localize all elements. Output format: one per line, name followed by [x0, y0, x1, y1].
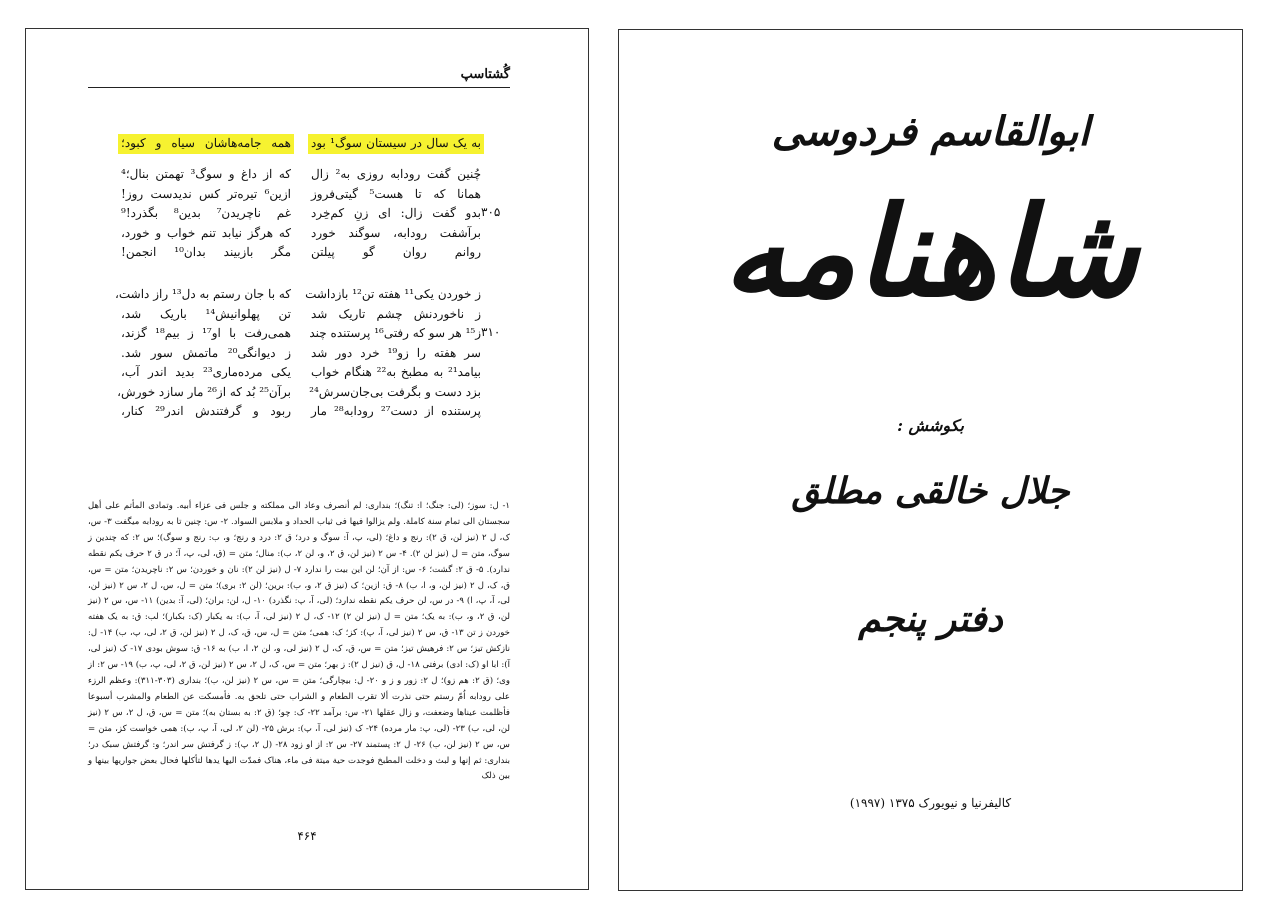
verse-group-3 [115, 285, 481, 422]
verse-group-2 [121, 165, 481, 263]
verse-line [121, 224, 481, 244]
author-name: ابوالقاسم فردوسی [771, 108, 1090, 155]
verse-line [121, 344, 481, 364]
hemistich-1: ز خوردن یکی¹¹ هفته تن¹² بازداشت [305, 287, 481, 301]
hemistich-2: که هرگز نیابد تنم خواب و خورد، [121, 225, 291, 240]
verse-number: ۳۰۵ [481, 205, 501, 219]
editor-name: جلال خالقی مطلق [791, 470, 1070, 512]
hemistich-1: سر هفته را زو¹⁹ خرد دور شد [311, 345, 481, 360]
verse-line [121, 165, 481, 185]
verse-group-1 [121, 134, 481, 154]
hemistich-1: بیامد²¹ به مطبخ به²² هنگام خواب [311, 365, 481, 379]
verse-line [121, 134, 481, 154]
hemistich-1: به یک سال در سیستان سوگ¹ بود [308, 134, 484, 154]
hemistich-2: همه جامه‌هاشان سیاه و کبود؛ [118, 134, 294, 154]
hemistich-2: مگر بازبیند بدان¹⁰ انجمن! [121, 245, 291, 259]
running-head: گُشتاسپ [460, 67, 510, 82]
verse-line [121, 185, 481, 205]
book-title: شاهنامه [722, 180, 1139, 325]
hemistich-2: که از داغ و سوگ³ تهمتن بنال؛⁴ [121, 167, 291, 181]
hemistich-1: همانا که تا هست⁵ گیتی‌فروز [311, 186, 482, 201]
right-page [618, 29, 1243, 891]
volume-title: دفتر پنجم [858, 598, 1003, 640]
hemistich-2: ربود و گرفتندش اندر²⁹ کنار، [121, 404, 291, 418]
verse-line [121, 243, 481, 263]
editor-label: بکوشش : [897, 416, 964, 435]
hemistich-1: برآشفت رودابه، سوگند خورد [311, 225, 481, 240]
verse-line [121, 204, 481, 224]
verse-line [121, 324, 481, 344]
hemistich-2: که با جان رستم به دل¹³ راز داشت، [115, 287, 291, 301]
hemistich-1: بزد دست و بگرفت بی‌جان‌سرش²⁴ [309, 384, 481, 399]
hemistich-2: ازین⁶ تیره‌تر کس ندیدست روز! [121, 186, 291, 201]
hemistich-1: ز ناخوردنش چشم تاریک شد [311, 306, 481, 321]
hemistich-2: همی‌رفت با او¹⁷ ز بیم¹⁸ گزند، [121, 326, 291, 340]
hemistich-1: روانم روان گو پیلتن [311, 245, 481, 259]
hemistich-1: بدو گفت زال: ای زنِ کم‌خِرد [311, 206, 481, 220]
hemistich-1: پرستنده از دست²⁷ رودابه²⁸ مار [311, 404, 481, 418]
hemistich-2: ز دیوانگی²⁰ ماتمش سور شد. [121, 345, 291, 360]
verse-line [121, 402, 481, 422]
verse-line [121, 305, 481, 325]
verse-line [121, 363, 481, 383]
verse-line [117, 383, 481, 403]
hemistich-2: برآن²⁵ بُد که از²⁶ مار سازد خورش، [117, 384, 291, 399]
hemistich-1: چُنین گفت رودابه روزی به² زال [311, 167, 481, 181]
imprint: کالیفرنیا و نیویورک ۱۳۷۵ (۱۹۹۷) [849, 796, 1012, 810]
verse-line [115, 285, 481, 305]
left-page [25, 28, 589, 890]
header-rule [88, 87, 510, 88]
footnotes [88, 499, 510, 785]
footnotes-text: ۱- ل: سوز؛ (لی: جنگ؛ ا: تنگ)؛ بنداری: لم ‌أنصرف وعاد الی مملکته و جلس فی عزاء أبیه. وتمادی المأتم علی أهل سجستان الی تمام سنة کاملة. ولم یزالوا فیها فی ثیاب الحداد و ملابس السواد. ۲- س: چنین تا به رودابه میگفت ۳- س، ک، ل ۲ (نیز لن، ق ۲): رنج و داغ؛ (لی، پ، آ: سوگ و درد؛ ق ۲: درد و رنج؛ و، ب: رنج و سوگ)؛ س ۲: که چندین ز سوگ، متن = ل (نیز لن ۲). ۴- س ۲ (نیز لن، ق ۲، و، لن ۲، ب): منال؛ متن = (ق، لی، پ، آ؛ در ق ۲ حرف یکم نقطه ندارد). ۵- ق ۲: گشت؛ ۶- س: از آن؛ لن این بیت را ندارد ۷- ل (نیز لن ۲): نان و خوردن؛ س ۲: ناچریدن؛ متن = س، ق، ک، ل ۲ (نیز لن، و، ا، ب) ۸- ق: ازین؛ ک (نیز ق ۲، و، ب): برین؛ (لن ۲: بری)؛ متن = ل، س، ل ۲، س ۲ (نیز لن، لی، آ، پ، ا) ۹- در س، لن حرف یکم نقطه ندارد؛ (لی، آ، پ: نگذرد) ۱۰- ل، لن: بران؛ (لی، آ: بدین) ۱۱- س، س ۲ (نیز لن، ق ۲، و، ب): به یک؛ متن = ل (نیز لن ۲) ۱۲- ک، ل ۲ (نیز لی، آ، ب): به یکبار (ک: بکبار)؛ لب: ق: به یک هفته خوردن ز تن ۱۳- ق، س ۲ (نیز لی، آ، پ): کز؛ ک: همی؛ متن = ل، س، ق، ک، ل ۲ (نیز لن، ق ۲، لی، پ، ب) ۱۴- ل: نازکش تیز؛ س ۲: فرهیش تیز؛ متن = س، ق، ک، ل ۲ (نیز لی، و، لن ۲، ا، ب) به ۱۶- ق: سوش بودی ۱۷- ک (نیز لی، آ): ابا او (ک: ادی) برفتی ۱۸- ل، ق (نیز ل ۲): ز بهر؛ متن = س، ک، ل ۲، س ۲ (نیز لن، ق ۲، لی، پ، ب) ۱۹- س ۲: از وی؛ (ق ۲: هم زو)؛ ل ۲: زور و ز و ۲۰- ل: بیچارگی؛ متن = س، س ۲ (نیز لن، ب)؛ بنداری (۳۰۳-۳۱۱): وعظم الرزء علی رودابه اُمّ رستم حتی نذرت ألا تقرب الطعام و الشراب حتی تلحق به. فأمسکت عن الطعام والمشرب أسبوعا فأظلمت عیناها وضعفت، و زال عقلها ۲۱- س: برآمد ۲۲- ک: چو؛ (ق ۲: به بستان به)؛ متن = س، ق، ل ۲، س ۲ (نیز لن، لی، ب) ۲۳- (لی، پ: مار مرده) ۲۴- ک (نیز لی، آ، پ): برش ۲۵- (لن ۲، لی، آ، پ، ب): همی خواست کز، متن = س، س ۲ (نیز لن، ب) ۲۶- ل ۲: پستمند ۲۷- س ۲: از او زود ۲۸- (ل ۲، پ): ز گرفتش سر اندر؛ و: گرفتش سبک در؛ بنداری: ثم إنها و لبث و دخلت المطبخ فوجدت حیة میتة فی ماء، هناک فمدّت الیها یدها لتأکلها فحال بعض جواریها بینها و بین ذلک [88, 501, 511, 782]
hemistich-2: غم ناچریدن⁷ بدین⁸ بگذرد!⁹ [121, 206, 291, 220]
page-number: ۴۶۴ [297, 829, 317, 843]
verse-number: ۳۱۰ [481, 325, 501, 339]
hemistich-2: یکی مرده‌ماری²³ بدید اندر آب، [121, 365, 292, 379]
hemistich-1: ز¹⁵ هر سو که رفتی¹⁶ پرستنده چند [309, 326, 481, 340]
hemistich-2: تن پهلوانیش¹⁴ باریک شد، [121, 306, 291, 321]
